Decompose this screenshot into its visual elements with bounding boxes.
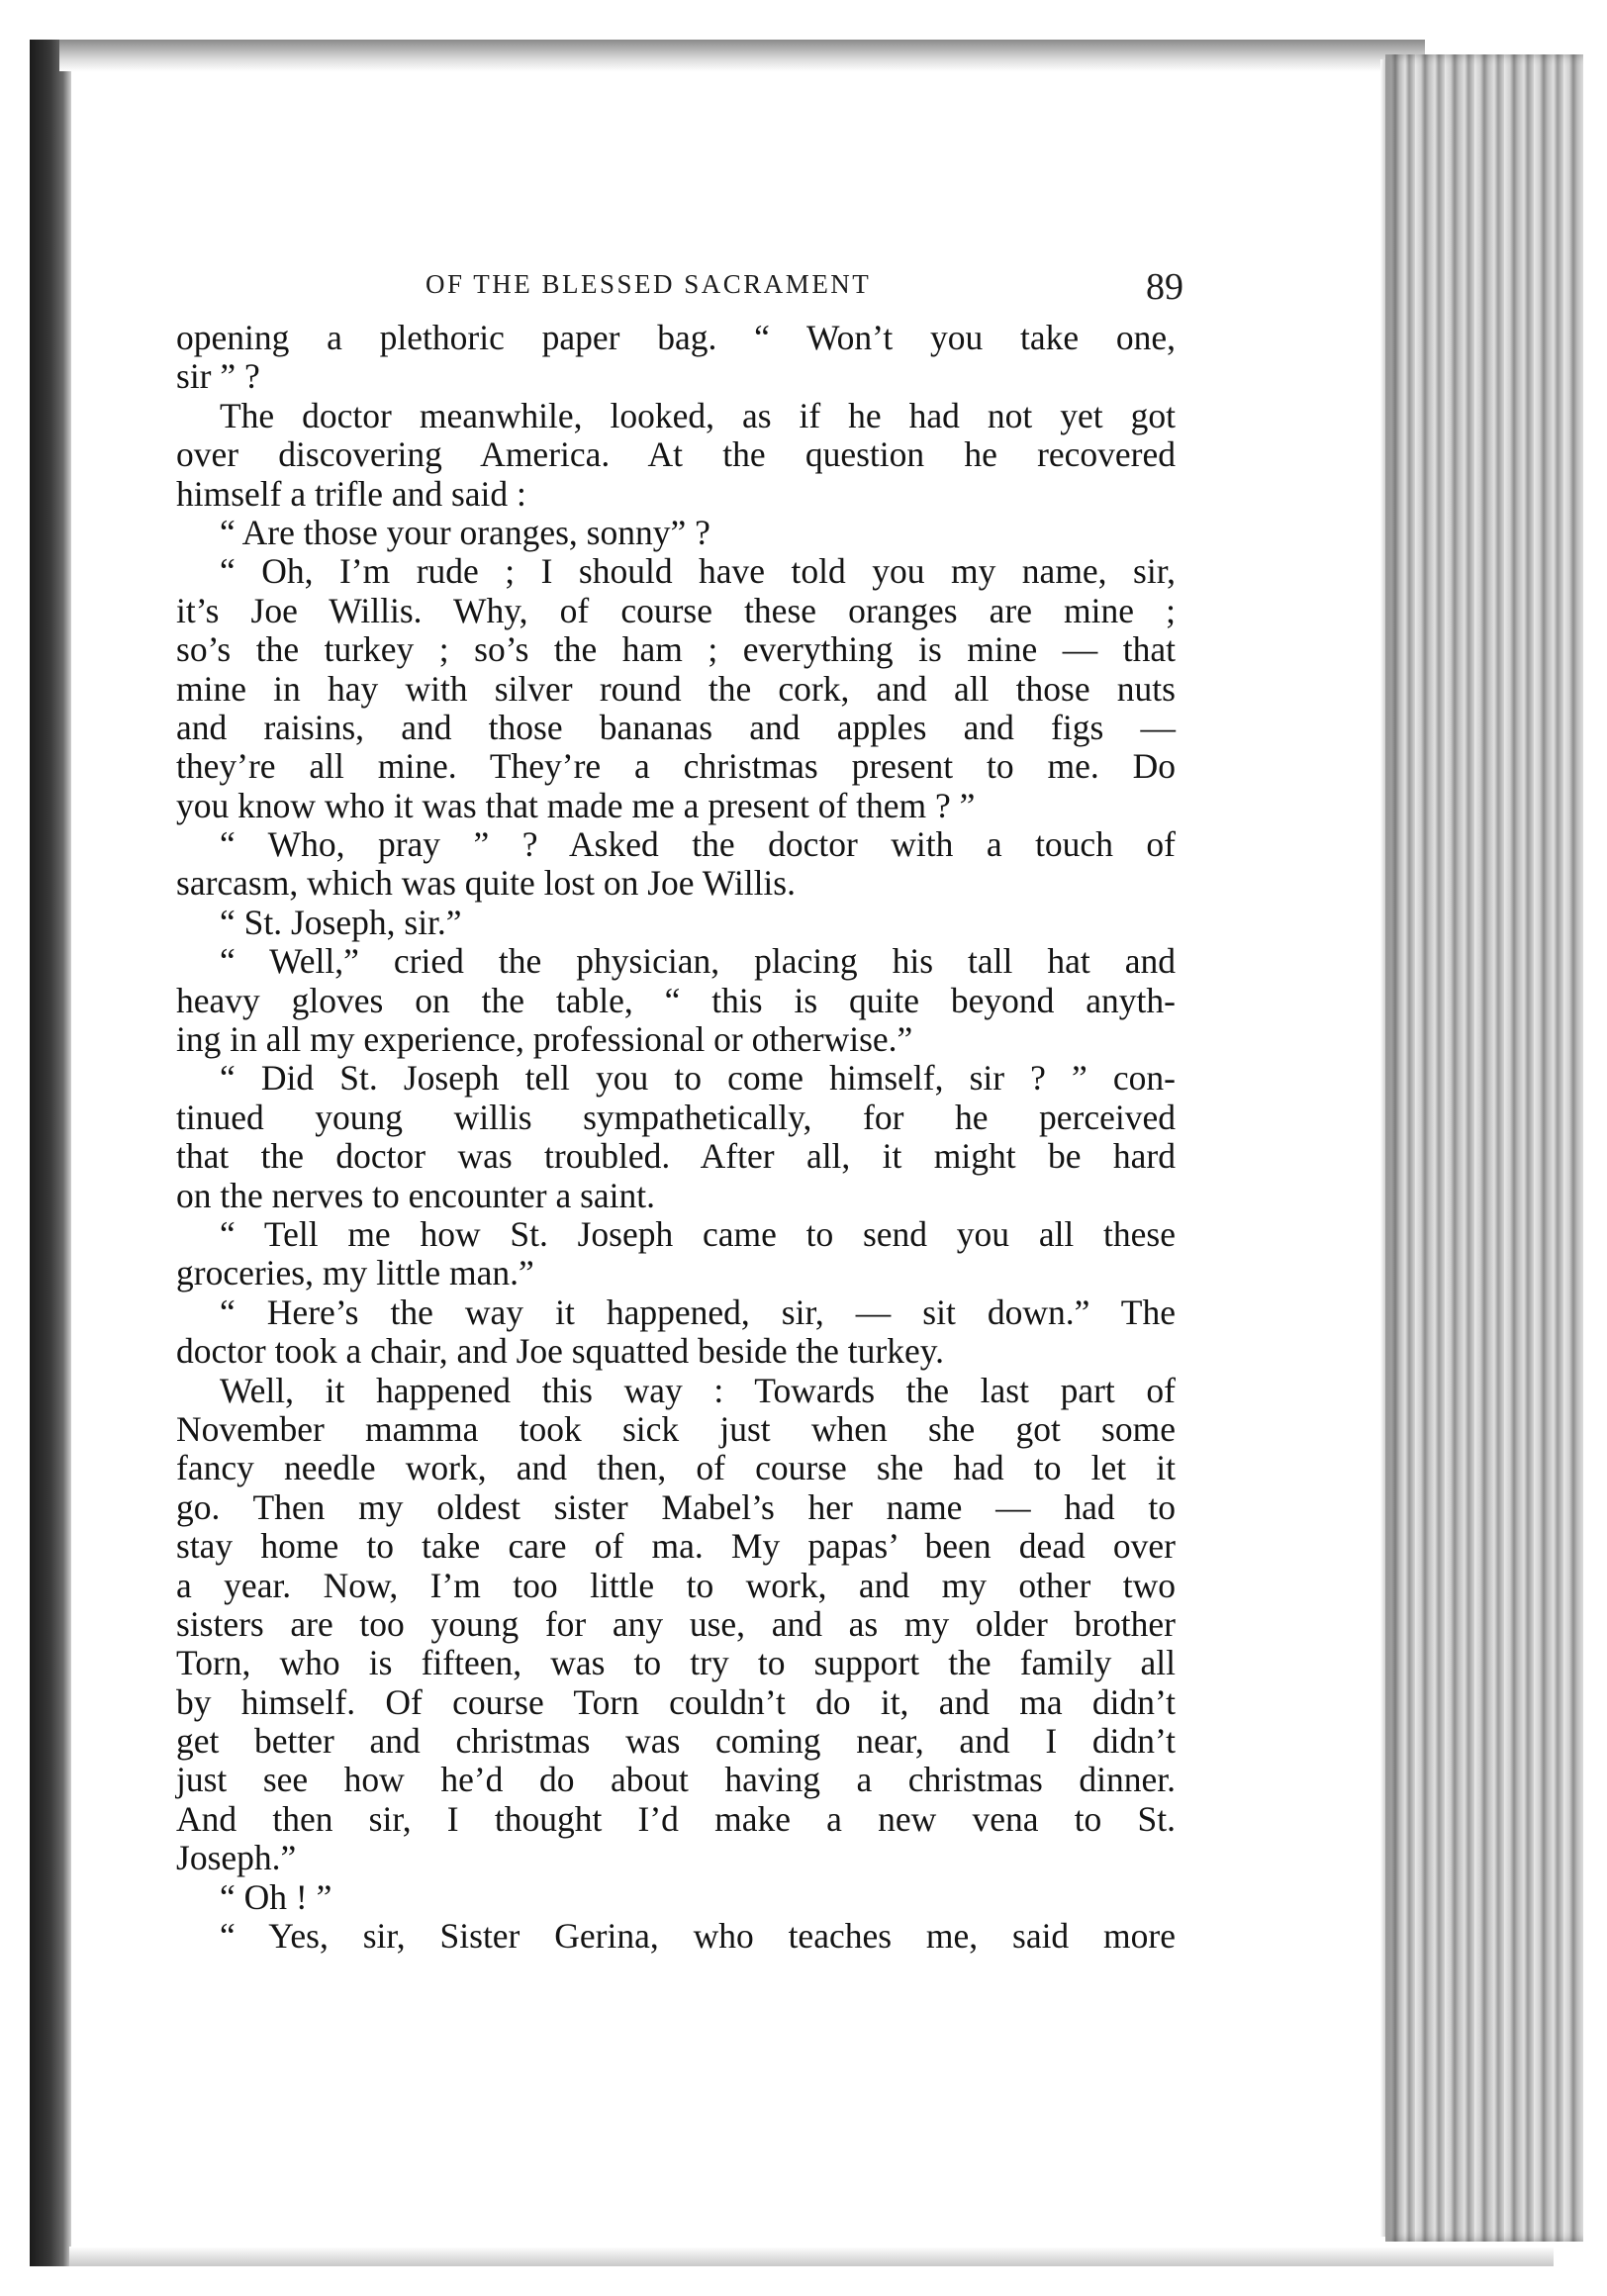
text-line: go. Then my oldest sister Mabel’s her name — had to xyxy=(176,1486,1176,1527)
text-line: Torn, who is fifteen, was to try to support the family all xyxy=(176,1643,1176,1683)
text-line: heavy gloves on the table, “ this is quite beyond anyth- xyxy=(176,980,1176,1020)
text-line: “ Oh ! ” xyxy=(220,1876,332,1917)
text-line: “ Well,” cried the physician, placing his tall hat and xyxy=(220,941,1176,982)
text-line: you know who it was that made me a present of them ? ” xyxy=(176,785,976,825)
running-header: OF THE BLESSED SACRAMENT xyxy=(425,269,872,299)
text-line: And then sir, I thought I’d make a new vena to St. xyxy=(176,1798,1176,1839)
text-line: himself a trifle and said : xyxy=(176,473,526,514)
text-line: “ St. Joseph, sir.” xyxy=(220,902,462,942)
text-line: opening a plethoric paper bag. “ Won’t you take one, xyxy=(176,318,1176,357)
text-line: mine in hay with silver round the cork, and all those nuts xyxy=(176,668,1176,709)
page-number: 89 xyxy=(1146,266,1183,308)
page-top-edge xyxy=(59,40,1425,71)
text-line: “ Here’s the way it happened, sir, — sit down.” The xyxy=(220,1292,1176,1332)
text-line: “ Yes, sir, Sister Gerina, who teaches me, said more xyxy=(220,1916,1176,1957)
page-bottom-edge xyxy=(69,2247,1554,2266)
text-line: a year. Now, I’m too little to work, and my other two xyxy=(176,1565,1176,1605)
text-line: The doctor meanwhile, looked, as if he had not yet got xyxy=(220,395,1176,435)
text-line: that the doctor was troubled. After all, it might be hard xyxy=(176,1136,1176,1177)
text-line: they’re all mine. They’re a christmas present to me. Do xyxy=(176,746,1176,787)
text-line: sisters are too young for any use, and as my older brother xyxy=(176,1603,1176,1644)
text-line: just see how he’d do about having a christmas dinner. xyxy=(176,1760,1176,1800)
text-line: “ Oh, I’m rude ; I should have told you my name, sir, xyxy=(220,551,1176,592)
page-fore-edge xyxy=(1385,54,1583,2242)
text-line: Joseph.” xyxy=(176,1838,297,1878)
text-line: “ Tell me how St. Joseph came to send you all these xyxy=(220,1213,1176,1254)
text-line: sarcasm, which was quite lost on Joe Willis. xyxy=(176,863,796,904)
text-line: “ Who, pray ” ? Asked the doctor with a touch of xyxy=(220,824,1176,865)
text-line: ing in all my experience, professional or otherwise.” xyxy=(176,1019,913,1060)
text-line: “ Are those your oranges, sonny” ? xyxy=(220,512,710,552)
text-line: sir ” ? xyxy=(176,356,260,397)
text-line: tinued young willis sympathetically, for he perceived xyxy=(176,1097,1176,1137)
text-line: and raisins, and those bananas and apples and figs — xyxy=(176,707,1176,747)
text-line: doctor took a chair, and Joe squatted beside the turkey. xyxy=(176,1331,945,1372)
text-line: stay home to take care of ma. My papas’ been dead over xyxy=(176,1526,1176,1567)
text-line: it’s Joe Willis. Why, of course these oranges are mine ; xyxy=(176,590,1176,630)
text-line: fancy needle work, and then, of course she had to let it xyxy=(176,1448,1176,1488)
text-line: by himself. Of course Torn couldn’t do it, and ma didn’t xyxy=(176,1681,1176,1722)
text-line: groceries, my little man.” xyxy=(176,1253,534,1293)
book-binding xyxy=(30,40,71,2266)
text-line: on the nerves to encounter a saint. xyxy=(176,1175,656,1215)
text-line: “ Did St. Joseph tell you to come himself, sir ? ” con- xyxy=(220,1058,1176,1099)
text-line: Well, it happened this way : Towards the last part of xyxy=(220,1370,1176,1410)
text-line: so’s the turkey ; so’s the ham ; everything is mine — that xyxy=(176,629,1176,670)
text-line: November mamma took sick just when she got some xyxy=(176,1408,1176,1449)
text-line: over discovering America. At the question he recovered xyxy=(176,434,1176,475)
body-text xyxy=(176,319,1176,1956)
text-line: get better and christmas was coming near, and I didn’t xyxy=(176,1721,1176,1762)
